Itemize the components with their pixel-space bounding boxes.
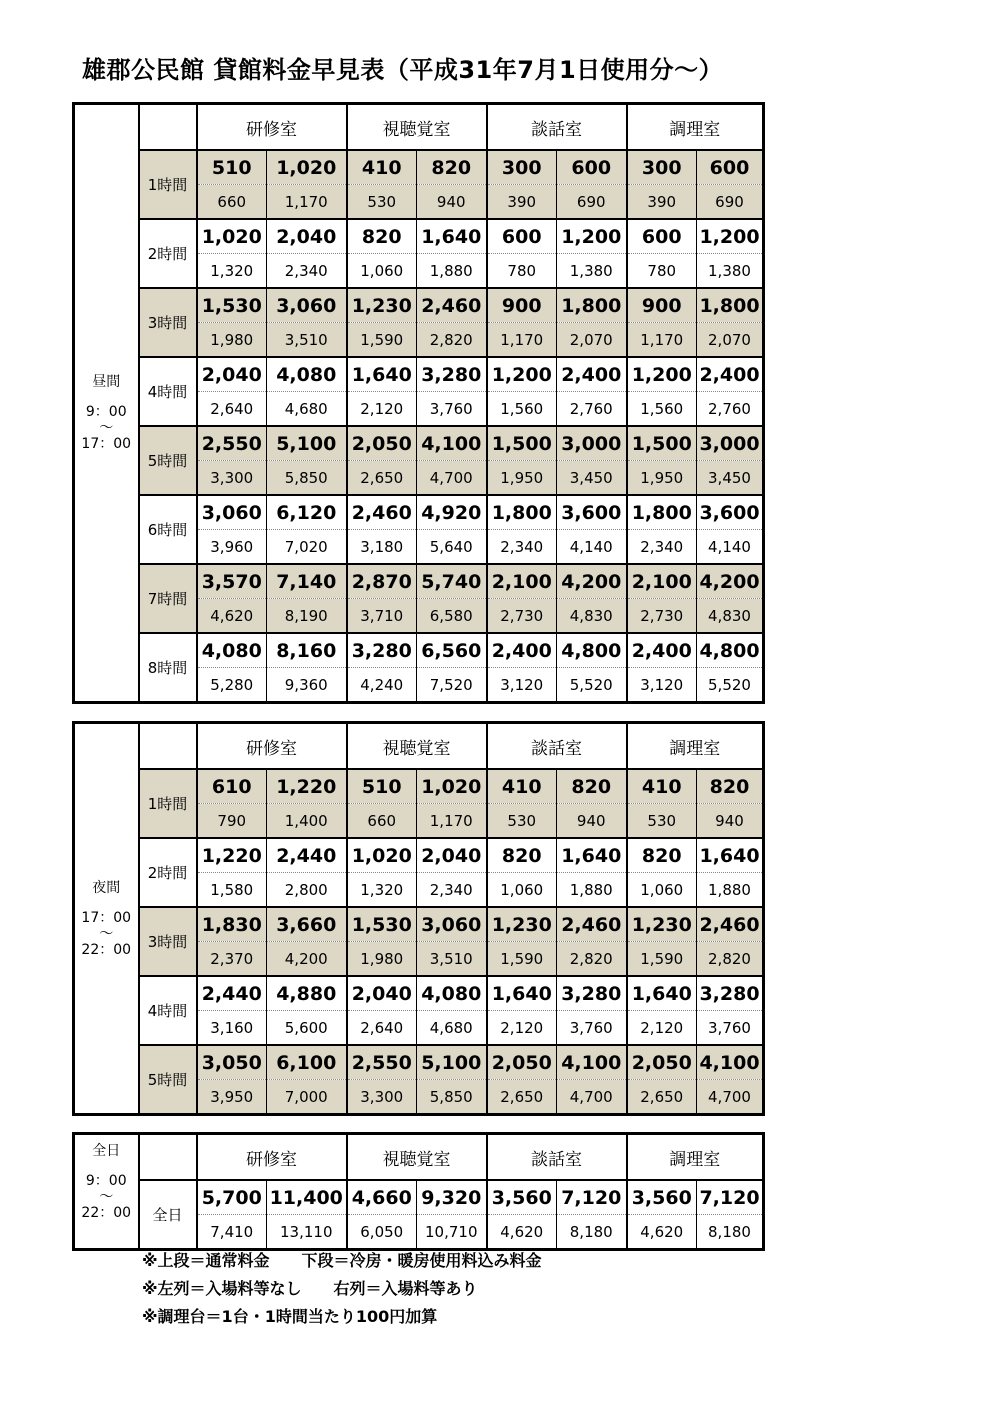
fee-lower-cell: 3,510	[267, 323, 347, 358]
fee-upper-cell: 3,660	[267, 907, 347, 942]
fee-lower-cell: 4,620	[627, 1215, 697, 1250]
fee-lower-cell: 1,060	[347, 254, 417, 289]
fee-upper-cell: 1,200	[627, 357, 697, 392]
room-header: 視聴覚室	[347, 1134, 487, 1181]
fee-upper-cell: 600	[627, 219, 697, 254]
header-blank-cell	[139, 1134, 197, 1181]
fee-upper-cell: 8,160	[267, 633, 347, 668]
fee-upper-cell: 2,460	[347, 495, 417, 530]
fee-upper-cell: 4,200	[697, 564, 764, 599]
note-line: ※調理台＝1台・1時間当たり100円加算	[142, 1307, 438, 1326]
fee-upper-cell: 1,020	[267, 150, 347, 185]
fee-upper-cell: 2,460	[557, 907, 627, 942]
fee-upper-cell: 820	[697, 769, 764, 804]
room-header: 視聴覚室	[347, 104, 487, 151]
fee-lower-cell: 7,000	[267, 1080, 347, 1115]
fee-upper-cell: 2,100	[627, 564, 697, 599]
fee-lower-cell: 4,830	[557, 599, 627, 634]
fee-lower-cell: 790	[197, 804, 267, 839]
table-row	[74, 357, 764, 392]
fee-upper-cell: 610	[197, 769, 267, 804]
fee-lower-cell: 3,300	[197, 461, 267, 496]
fee-lower-cell: 1,950	[487, 461, 557, 496]
fee-lower-cell: 4,620	[487, 1215, 557, 1250]
room-header: 視聴覚室	[347, 723, 487, 770]
room-header: 談話室	[487, 104, 627, 151]
fee-upper-cell: 1,200	[557, 219, 627, 254]
fee-upper-cell: 6,560	[417, 633, 487, 668]
fee-upper-cell: 3,060	[267, 288, 347, 323]
fee-upper-cell: 3,280	[697, 976, 764, 1011]
fee-upper-cell: 2,870	[347, 564, 417, 599]
fee-upper-cell: 2,440	[197, 976, 267, 1011]
fee-upper-cell: 4,100	[417, 426, 487, 461]
fee-upper-cell: 3,000	[557, 426, 627, 461]
fee-upper-cell: 9,320	[417, 1180, 487, 1215]
table-row	[74, 838, 764, 873]
fee-lower-cell: 1,170	[267, 185, 347, 220]
note-line: ※左列＝入場料等なし 右列＝入場料等あり	[142, 1279, 478, 1298]
fee-lower-cell: 390	[487, 185, 557, 220]
fee-lower-cell: 7,020	[267, 530, 347, 565]
period-cell	[74, 1134, 139, 1250]
fee-upper-cell: 2,050	[347, 426, 417, 461]
fee-lower-cell: 3,760	[557, 1011, 627, 1046]
duration-label: 1時間	[139, 769, 197, 838]
fee-upper-cell: 1,640	[697, 838, 764, 873]
fee-lower-cell: 3,950	[197, 1080, 267, 1115]
table-row	[74, 150, 764, 185]
fee-lower-cell: 1,400	[267, 804, 347, 839]
fee-lower-cell: 2,650	[487, 1080, 557, 1115]
fee-lower-cell: 1,880	[557, 873, 627, 908]
fee-lower-cell: 940	[697, 804, 764, 839]
day-fee-table	[72, 102, 765, 704]
fee-lower-cell: 1,560	[487, 392, 557, 427]
fee-upper-cell: 1,530	[197, 288, 267, 323]
fee-lower-cell: 8,180	[697, 1215, 764, 1250]
fee-upper-cell: 2,550	[347, 1045, 417, 1080]
period-tilde: ～	[99, 1189, 114, 1205]
fee-upper-cell: 2,460	[697, 907, 764, 942]
fee-upper-cell: 1,230	[487, 907, 557, 942]
fee-upper-cell: 4,800	[557, 633, 627, 668]
fee-lower-cell: 5,280	[197, 668, 267, 703]
fee-lower-cell: 1,980	[197, 323, 267, 358]
fee-lower-cell: 5,600	[267, 1011, 347, 1046]
fee-upper-cell: 5,100	[417, 1045, 487, 1080]
fee-upper-cell: 2,460	[417, 288, 487, 323]
fee-lower-cell: 2,340	[627, 530, 697, 565]
fee-lower-cell: 690	[557, 185, 627, 220]
fee-lower-cell: 4,140	[697, 530, 764, 565]
fee-upper-cell: 1,800	[487, 495, 557, 530]
fee-lower-cell: 530	[627, 804, 697, 839]
fee-lower-cell: 1,590	[627, 942, 697, 977]
table-row	[74, 1180, 764, 1215]
fee-lower-cell: 8,190	[267, 599, 347, 634]
duration-label: 4時間	[139, 357, 197, 426]
fee-upper-cell: 820	[627, 838, 697, 873]
fee-upper-cell: 3,060	[417, 907, 487, 942]
fee-lower-cell: 2,070	[697, 323, 764, 358]
fee-upper-cell: 1,200	[487, 357, 557, 392]
fee-lower-cell: 4,680	[417, 1011, 487, 1046]
room-header: 談話室	[487, 1134, 627, 1181]
fee-upper-cell: 4,080	[267, 357, 347, 392]
table-row	[74, 288, 764, 323]
duration-label: 3時間	[139, 288, 197, 357]
fee-lower-cell: 2,730	[627, 599, 697, 634]
fee-upper-cell: 1,800	[627, 495, 697, 530]
fee-lower-cell: 2,650	[347, 461, 417, 496]
fee-upper-cell: 600	[487, 219, 557, 254]
fee-lower-cell: 2,640	[347, 1011, 417, 1046]
duration-label: 8時間	[139, 633, 197, 703]
fee-upper-cell: 2,400	[697, 357, 764, 392]
fee-lower-cell: 2,340	[267, 254, 347, 289]
fee-lower-cell: 1,880	[417, 254, 487, 289]
fee-upper-cell: 4,660	[347, 1180, 417, 1215]
fee-lower-cell: 2,820	[697, 942, 764, 977]
fee-upper-cell: 1,530	[347, 907, 417, 942]
room-header: 研修室	[197, 104, 347, 151]
fee-upper-cell: 600	[697, 150, 764, 185]
fee-lower-cell: 2,120	[487, 1011, 557, 1046]
period-label: 夜間	[92, 879, 121, 896]
fee-lower-cell: 2,820	[557, 942, 627, 977]
period-label: 全日	[92, 1143, 121, 1159]
fee-upper-cell: 3,600	[557, 495, 627, 530]
fee-lower-cell: 9,360	[267, 668, 347, 703]
fee-upper-cell: 3,060	[197, 495, 267, 530]
room-header: 談話室	[487, 723, 627, 770]
duration-label: 5時間	[139, 1045, 197, 1115]
fee-lower-cell: 1,170	[627, 323, 697, 358]
fee-lower-cell: 3,160	[197, 1011, 267, 1046]
fee-lower-cell: 2,120	[347, 392, 417, 427]
period-tilde: ～	[99, 925, 114, 942]
page-title: 雄郡公民館 貸館料金早見表（平成31年7月1日使用分～）	[82, 56, 724, 84]
room-header: 調理室	[627, 723, 764, 770]
fee-upper-cell: 2,050	[627, 1045, 697, 1080]
duration-label: 3時間	[139, 907, 197, 976]
fee-upper-cell: 1,640	[347, 357, 417, 392]
fee-lower-cell: 1,590	[347, 323, 417, 358]
fee-lower-cell: 530	[487, 804, 557, 839]
period-start: 17：00	[81, 909, 132, 926]
fee-lower-cell: 3,450	[557, 461, 627, 496]
period-end: 17：00	[81, 436, 132, 452]
table-row	[74, 564, 764, 599]
duration-label: 4時間	[139, 976, 197, 1045]
fee-upper-cell: 4,920	[417, 495, 487, 530]
fee-upper-cell: 3,560	[627, 1180, 697, 1215]
note-line: ※上段＝通常料金 下段＝冷房・暖房使用料込み料金	[142, 1251, 542, 1270]
fee-lower-cell: 2,070	[557, 323, 627, 358]
fee-lower-cell: 3,510	[417, 942, 487, 977]
period-tilde: ～	[99, 420, 114, 436]
fee-upper-cell: 1,640	[417, 219, 487, 254]
period-start: 9：00	[85, 404, 127, 420]
fee-lower-cell: 1,590	[487, 942, 557, 977]
duration-label: 5時間	[139, 426, 197, 495]
fee-lower-cell: 4,680	[267, 392, 347, 427]
fee-upper-cell: 1,640	[627, 976, 697, 1011]
fee-upper-cell: 1,020	[417, 769, 487, 804]
period-end: 22：00	[81, 1205, 132, 1221]
fee-lower-cell: 1,980	[347, 942, 417, 977]
fee-upper-cell: 3,280	[417, 357, 487, 392]
fee-lower-cell: 7,520	[417, 668, 487, 703]
header-blank-cell	[139, 104, 197, 151]
period-cell	[74, 723, 139, 1115]
fee-lower-cell: 2,120	[627, 1011, 697, 1046]
duration-label: 2時間	[139, 219, 197, 288]
fee-lower-cell: 3,180	[347, 530, 417, 565]
fee-lower-cell: 1,560	[627, 392, 697, 427]
fee-upper-cell: 1,230	[347, 288, 417, 323]
fee-upper-cell: 3,570	[197, 564, 267, 599]
table-row	[74, 633, 764, 668]
fee-upper-cell: 1,500	[487, 426, 557, 461]
fee-upper-cell: 7,120	[557, 1180, 627, 1215]
duration-label: 1時間	[139, 150, 197, 219]
fee-upper-cell: 820	[557, 769, 627, 804]
fee-lower-cell: 940	[417, 185, 487, 220]
fee-lower-cell: 2,760	[697, 392, 764, 427]
fee-lower-cell: 6,050	[347, 1215, 417, 1250]
period-end: 22：00	[81, 941, 132, 958]
fee-lower-cell: 2,340	[417, 873, 487, 908]
fee-lower-cell: 2,650	[627, 1080, 697, 1115]
fee-upper-cell: 1,230	[627, 907, 697, 942]
fee-upper-cell: 2,050	[487, 1045, 557, 1080]
fee-upper-cell: 900	[627, 288, 697, 323]
fee-lower-cell: 660	[347, 804, 417, 839]
room-header: 研修室	[197, 1134, 347, 1181]
fee-upper-cell: 7,140	[267, 564, 347, 599]
fee-upper-cell: 2,100	[487, 564, 557, 599]
fee-lower-cell: 10,710	[417, 1215, 487, 1250]
fee-lower-cell: 3,760	[417, 392, 487, 427]
fee-lower-cell: 7,410	[197, 1215, 267, 1250]
fee-upper-cell: 510	[197, 150, 267, 185]
table-row	[74, 495, 764, 530]
fee-lower-cell: 2,800	[267, 873, 347, 908]
fee-lower-cell: 3,300	[347, 1080, 417, 1115]
duration-label: 全日	[139, 1180, 197, 1250]
fee-upper-cell: 1,220	[197, 838, 267, 873]
fee-lower-cell: 2,640	[197, 392, 267, 427]
fee-upper-cell: 4,100	[697, 1045, 764, 1080]
fee-lower-cell: 4,700	[697, 1080, 764, 1115]
fee-upper-cell: 5,740	[417, 564, 487, 599]
table-row	[74, 976, 764, 1011]
fee-upper-cell: 900	[487, 288, 557, 323]
fee-upper-cell: 1,200	[697, 219, 764, 254]
header-blank-cell	[139, 723, 197, 770]
fee-upper-cell: 2,040	[197, 357, 267, 392]
fee-upper-cell: 5,700	[197, 1180, 267, 1215]
fee-upper-cell: 300	[487, 150, 557, 185]
duration-label: 6時間	[139, 495, 197, 564]
fee-upper-cell: 5,100	[267, 426, 347, 461]
fee-upper-cell: 410	[487, 769, 557, 804]
fee-lower-cell: 5,640	[417, 530, 487, 565]
fee-upper-cell: 1,640	[557, 838, 627, 873]
fee-lower-cell: 5,520	[557, 668, 627, 703]
table-row	[74, 1045, 764, 1080]
fee-lower-cell: 1,380	[697, 254, 764, 289]
fee-lower-cell: 1,170	[417, 804, 487, 839]
fee-upper-cell: 3,050	[197, 1045, 267, 1080]
fee-upper-cell: 510	[347, 769, 417, 804]
fee-lower-cell: 2,820	[417, 323, 487, 358]
allday-fee-table	[72, 1132, 765, 1251]
fee-lower-cell: 1,950	[627, 461, 697, 496]
fee-upper-cell: 600	[557, 150, 627, 185]
fee-upper-cell: 410	[347, 150, 417, 185]
period-label: 昼間	[92, 374, 121, 390]
fee-lower-cell: 3,450	[697, 461, 764, 496]
fee-upper-cell: 2,400	[557, 357, 627, 392]
fee-upper-cell: 2,400	[627, 633, 697, 668]
notes	[142, 1247, 542, 1331]
fee-lower-cell: 390	[627, 185, 697, 220]
fee-upper-cell: 4,100	[557, 1045, 627, 1080]
fee-upper-cell: 820	[487, 838, 557, 873]
fee-upper-cell: 3,600	[697, 495, 764, 530]
period-cell	[74, 104, 139, 703]
table-row	[74, 769, 764, 804]
fee-upper-cell: 1,220	[267, 769, 347, 804]
fee-upper-cell: 2,550	[197, 426, 267, 461]
fee-lower-cell: 6,580	[417, 599, 487, 634]
fee-lower-cell: 4,830	[697, 599, 764, 634]
fee-upper-cell: 1,830	[197, 907, 267, 942]
fee-lower-cell: 3,710	[347, 599, 417, 634]
fee-upper-cell: 820	[347, 219, 417, 254]
fee-upper-cell: 1,800	[557, 288, 627, 323]
fee-lower-cell: 940	[557, 804, 627, 839]
fee-lower-cell: 13,110	[267, 1215, 347, 1250]
fee-upper-cell: 4,080	[197, 633, 267, 668]
room-header: 調理室	[627, 1134, 764, 1181]
duration-label: 2時間	[139, 838, 197, 907]
fee-lower-cell: 5,520	[697, 668, 764, 703]
fee-lower-cell: 5,850	[267, 461, 347, 496]
fee-lower-cell: 1,380	[557, 254, 627, 289]
fee-lower-cell: 1,580	[197, 873, 267, 908]
fee-lower-cell: 1,060	[487, 873, 557, 908]
fee-upper-cell: 3,280	[557, 976, 627, 1011]
fee-lower-cell: 4,140	[557, 530, 627, 565]
fee-lower-cell: 4,620	[197, 599, 267, 634]
fee-lower-cell: 530	[347, 185, 417, 220]
night-fee-table	[72, 721, 765, 1116]
table-row	[74, 426, 764, 461]
fee-upper-cell: 6,100	[267, 1045, 347, 1080]
fee-upper-cell: 2,400	[487, 633, 557, 668]
fee-lower-cell: 8,180	[557, 1215, 627, 1250]
duration-label: 7時間	[139, 564, 197, 633]
fee-upper-cell: 3,560	[487, 1180, 557, 1215]
room-header: 研修室	[197, 723, 347, 770]
fee-upper-cell: 300	[627, 150, 697, 185]
fee-lower-cell: 1,320	[347, 873, 417, 908]
fee-upper-cell: 4,800	[697, 633, 764, 668]
fee-lower-cell: 4,240	[347, 668, 417, 703]
fee-lower-cell: 2,760	[557, 392, 627, 427]
fee-upper-cell: 1,020	[197, 219, 267, 254]
fee-lower-cell: 1,060	[627, 873, 697, 908]
fee-lower-cell: 3,120	[487, 668, 557, 703]
fee-upper-cell: 2,040	[417, 838, 487, 873]
fee-lower-cell: 690	[697, 185, 764, 220]
table-row	[74, 907, 764, 942]
fee-lower-cell: 780	[627, 254, 697, 289]
table-row	[74, 219, 764, 254]
fee-upper-cell: 11,400	[267, 1180, 347, 1215]
fee-lower-cell: 2,730	[487, 599, 557, 634]
fee-upper-cell: 2,440	[267, 838, 347, 873]
period-start: 9：00	[85, 1173, 127, 1189]
fee-upper-cell: 4,880	[267, 976, 347, 1011]
fee-upper-cell: 2,040	[267, 219, 347, 254]
room-header: 調理室	[627, 104, 764, 151]
fee-lower-cell: 3,120	[627, 668, 697, 703]
fee-lower-cell: 1,880	[697, 873, 764, 908]
fee-upper-cell: 820	[417, 150, 487, 185]
fee-upper-cell: 1,500	[627, 426, 697, 461]
fee-lower-cell: 1,320	[197, 254, 267, 289]
fee-lower-cell: 4,700	[557, 1080, 627, 1115]
fee-upper-cell: 3,280	[347, 633, 417, 668]
fee-upper-cell: 6,120	[267, 495, 347, 530]
fee-lower-cell: 5,850	[417, 1080, 487, 1115]
fee-lower-cell: 4,700	[417, 461, 487, 496]
fee-lower-cell: 4,200	[267, 942, 347, 977]
fee-upper-cell: 4,200	[557, 564, 627, 599]
fee-upper-cell: 1,020	[347, 838, 417, 873]
fee-upper-cell: 2,040	[347, 976, 417, 1011]
fee-upper-cell: 1,800	[697, 288, 764, 323]
fee-upper-cell: 3,000	[697, 426, 764, 461]
fee-lower-cell: 3,760	[697, 1011, 764, 1046]
fee-lower-cell: 780	[487, 254, 557, 289]
fee-upper-cell: 1,640	[487, 976, 557, 1011]
fee-lower-cell: 660	[197, 185, 267, 220]
fee-upper-cell: 410	[627, 769, 697, 804]
fee-lower-cell: 3,960	[197, 530, 267, 565]
fee-lower-cell: 2,340	[487, 530, 557, 565]
fee-upper-cell: 4,080	[417, 976, 487, 1011]
fee-lower-cell: 2,370	[197, 942, 267, 977]
fee-upper-cell: 7,120	[697, 1180, 764, 1215]
fee-lower-cell: 1,170	[487, 323, 557, 358]
